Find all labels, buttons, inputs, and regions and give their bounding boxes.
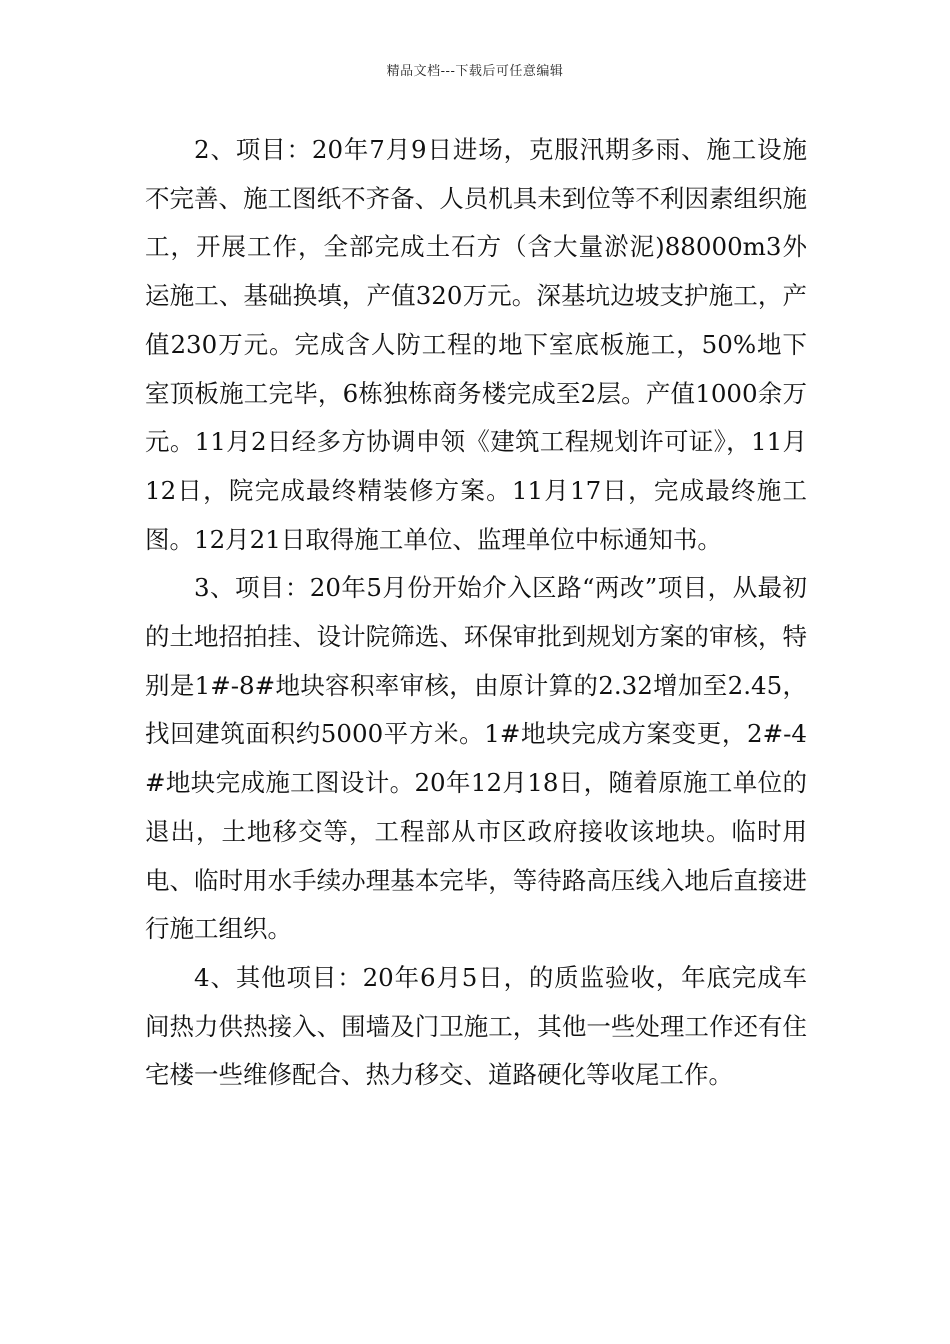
document-body (145, 126, 807, 1100)
page-header: 精品文档---下载后可任意编辑 (386, 64, 564, 79)
paragraph-other-items: 4、其他项目：20年6月5日，的质监验收，年底完成车间热力供热接入、围墙及门卫施工，其他一些处理工作还有住宅楼一些维修配合、热力移交、道路硬化等收尾工作。 (145, 962, 807, 1090)
paragraph-item-2: 2、项目：20年7月9日进场，克服汛期多雨、施工设施不完善、施工图纸不齐备、人员机具未到位等不利因素组织施工，开展工作，全部完成土石方（含大量淤泥)88000m3外运施工、基础换填，产值320万元。深基坑边坡支护施工，产值230万元。完成含人防工程的地下室底板施工，50%地下室顶板施工完毕，6栋独栋商务楼完成至2层。产值1000余万元。11月2日经多方协调申领《建筑工程规划许可证》，11月12日，院完成最终精装修方案。11月17日，完成最终施工图。12月21日取得施工单位、监理单位中标通知书。 (145, 135, 807, 554)
paragraph-item-3: 3、项目：20年5月份开始介入区路“两改”项目，从最初的土地招拍挂、设计院筛选、环保审批到规划方案的审核，特别是1#-8#地块容积率审核，由原计算的2.32增加至2.45，找回建筑面积约5000平方米。1#地块完成方案变更，2#-4#地块完成施工图设计。20年12月18日，随着原施工单位的退出，土地移交等，工程部从市区政府接收该地块。临时用电、临时用水手续办理基本完毕，等待路高压线入地后直接进行施工组织。 (145, 573, 807, 944)
